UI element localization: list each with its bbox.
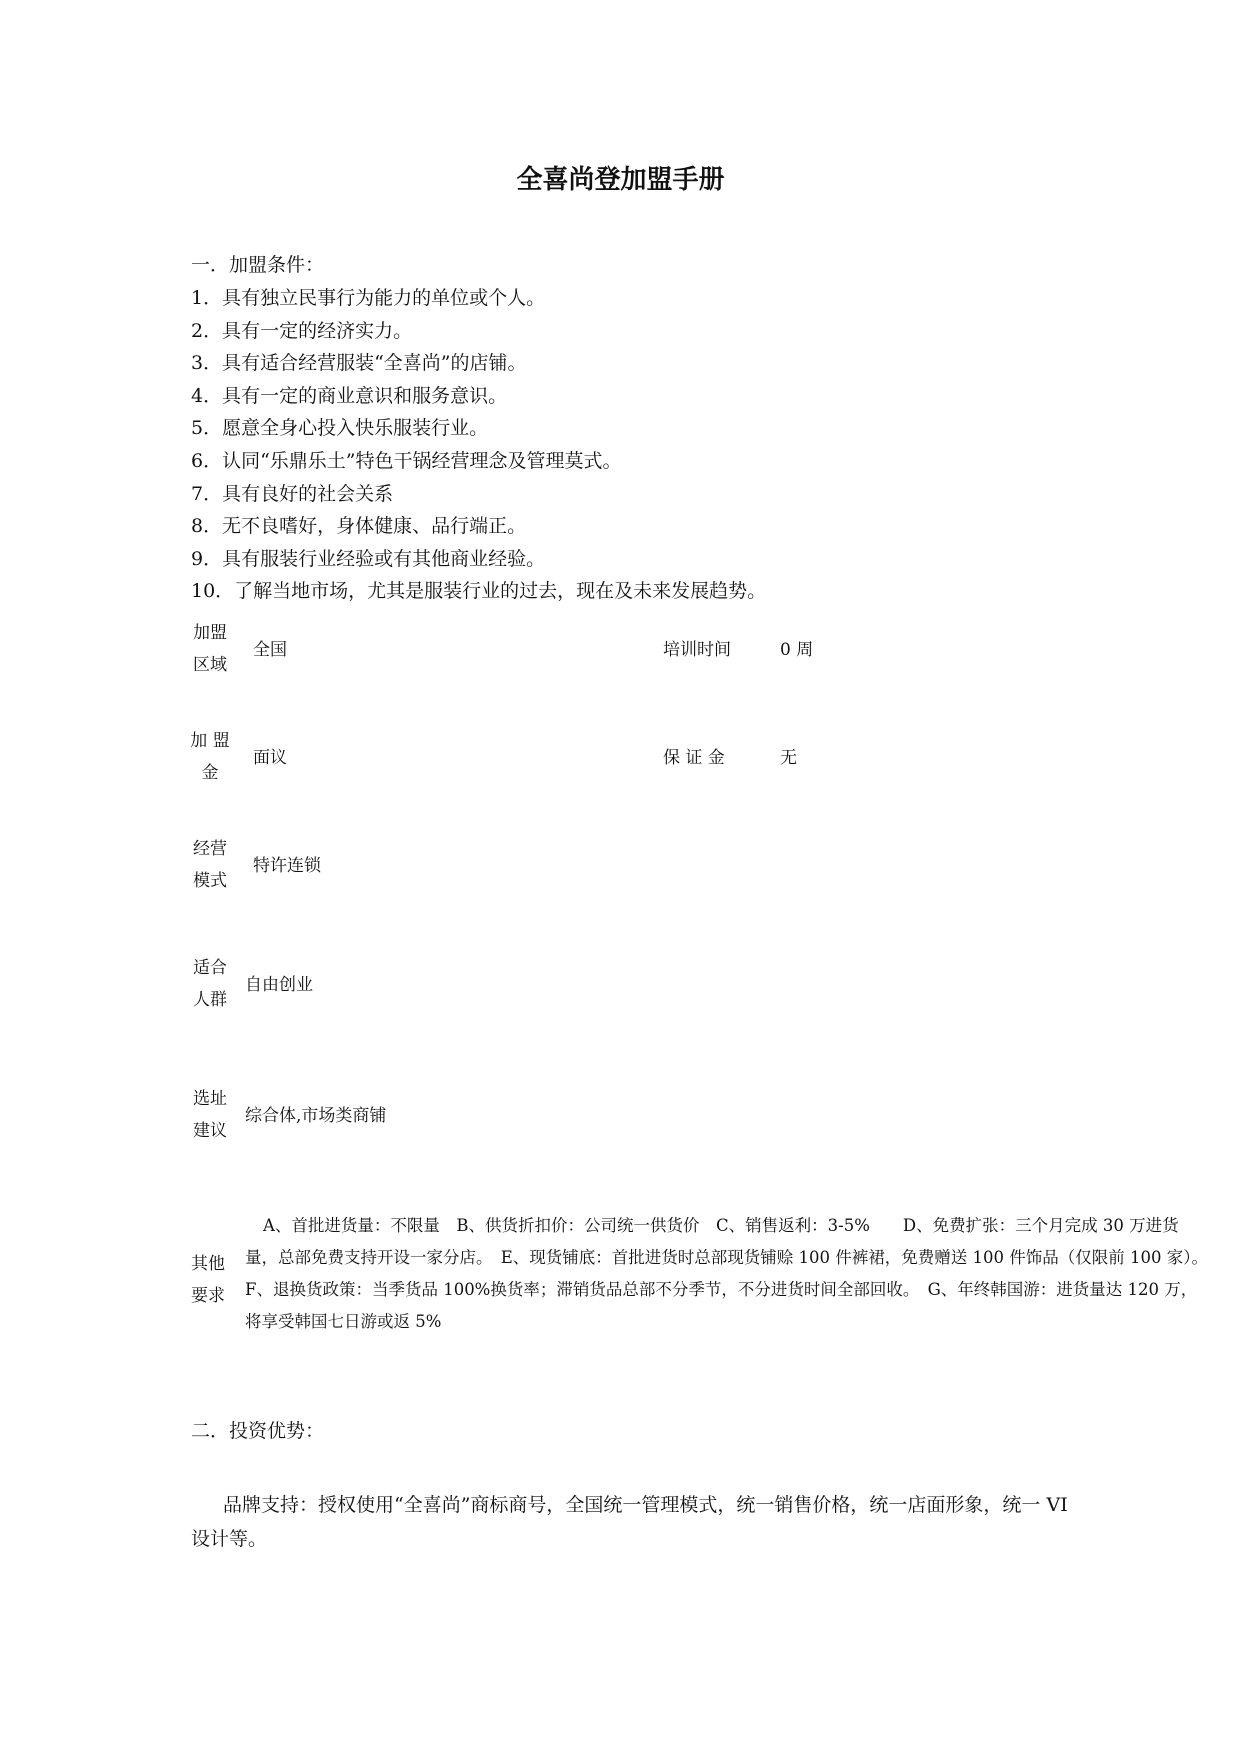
- deposit-label: 保 证 金: [663, 748, 725, 768]
- document-title: 全喜尚登加盟手册: [516, 165, 725, 195]
- condition-item: 2．具有一定的经济实力。: [191, 319, 413, 342]
- training-label: 培训时间: [663, 640, 731, 660]
- condition-item: 7．具有良好的社会关系: [191, 482, 394, 505]
- condition-item: 3．具有适合经营服装“全喜尚”的店铺。: [191, 352, 527, 375]
- mode-label: 经营 模式: [193, 839, 227, 891]
- condition-item: 9．具有服装行业经验或有其他商业经验。: [191, 547, 546, 570]
- brand-support-paragraph: 品牌支持：授权使用“全喜尚”商标商号，全国统一管理模式，统一销售价格，统一店面形象，统一 VI 设计等。: [191, 1494, 1068, 1550]
- conditions-list: [191, 282, 766, 608]
- condition-item: 10．了解当地市场，尤其是服装行业的过去，现在及未来发展趋势。: [191, 580, 767, 603]
- other-requirements-label: 其他 要求: [191, 1254, 225, 1306]
- condition-item: 6．认同“乐鼎乐土”特色干锅经营理念及管理莫式。: [191, 449, 622, 472]
- condition-item: 4．具有一定的商业意识和服务意识。: [191, 384, 508, 407]
- site-label: 选址 建议: [193, 1089, 227, 1141]
- audience-label: 适合 人群: [193, 958, 227, 1010]
- other-requirements-text: A、首批进货量：不限量 B、供货折扣价：公司统一供货价 C、销售返利：3-5% D、免费扩张：三个月完成 30 万进货量，总部免费支持开设一家分店。 E、现货铺底：首批进货时总部现货铺赊 100 件裤裙，免费赠送 100 件饰品（仅限前 100 家）。 F、退换货政策：当季货品 100%换货率；滞销货品总部不分季节，不分进货时间全部回收。 G、年终韩国游：进货量达 120 万，将享受韩国七日游或返 5%: [245, 1216, 1217, 1331]
- training-value: 0 周: [780, 640, 814, 660]
- region-label: 加盟 区域: [193, 623, 227, 675]
- audience-value: 自由创业: [245, 975, 313, 995]
- condition-item: 5．愿意全身心投入快乐服装行业。: [191, 417, 489, 440]
- mode-value: 特许连锁: [253, 856, 321, 876]
- region-value: 全国: [253, 640, 287, 660]
- fee-value: 面议: [253, 748, 287, 768]
- deposit-value: 无: [780, 748, 797, 768]
- fee-label: 加 盟 金: [190, 731, 230, 783]
- condition-item: 8．无不良嗜好，身体健康、品行端正。: [191, 515, 527, 538]
- section-2-heading: 二．投资优势：: [191, 1420, 325, 1442]
- section-1-heading: 一．加盟条件：: [191, 254, 325, 276]
- condition-item: 1．具有独立民事行为能力的单位或个人。: [191, 287, 546, 309]
- site-value: 综合体,市场类商铺: [245, 1106, 387, 1126]
